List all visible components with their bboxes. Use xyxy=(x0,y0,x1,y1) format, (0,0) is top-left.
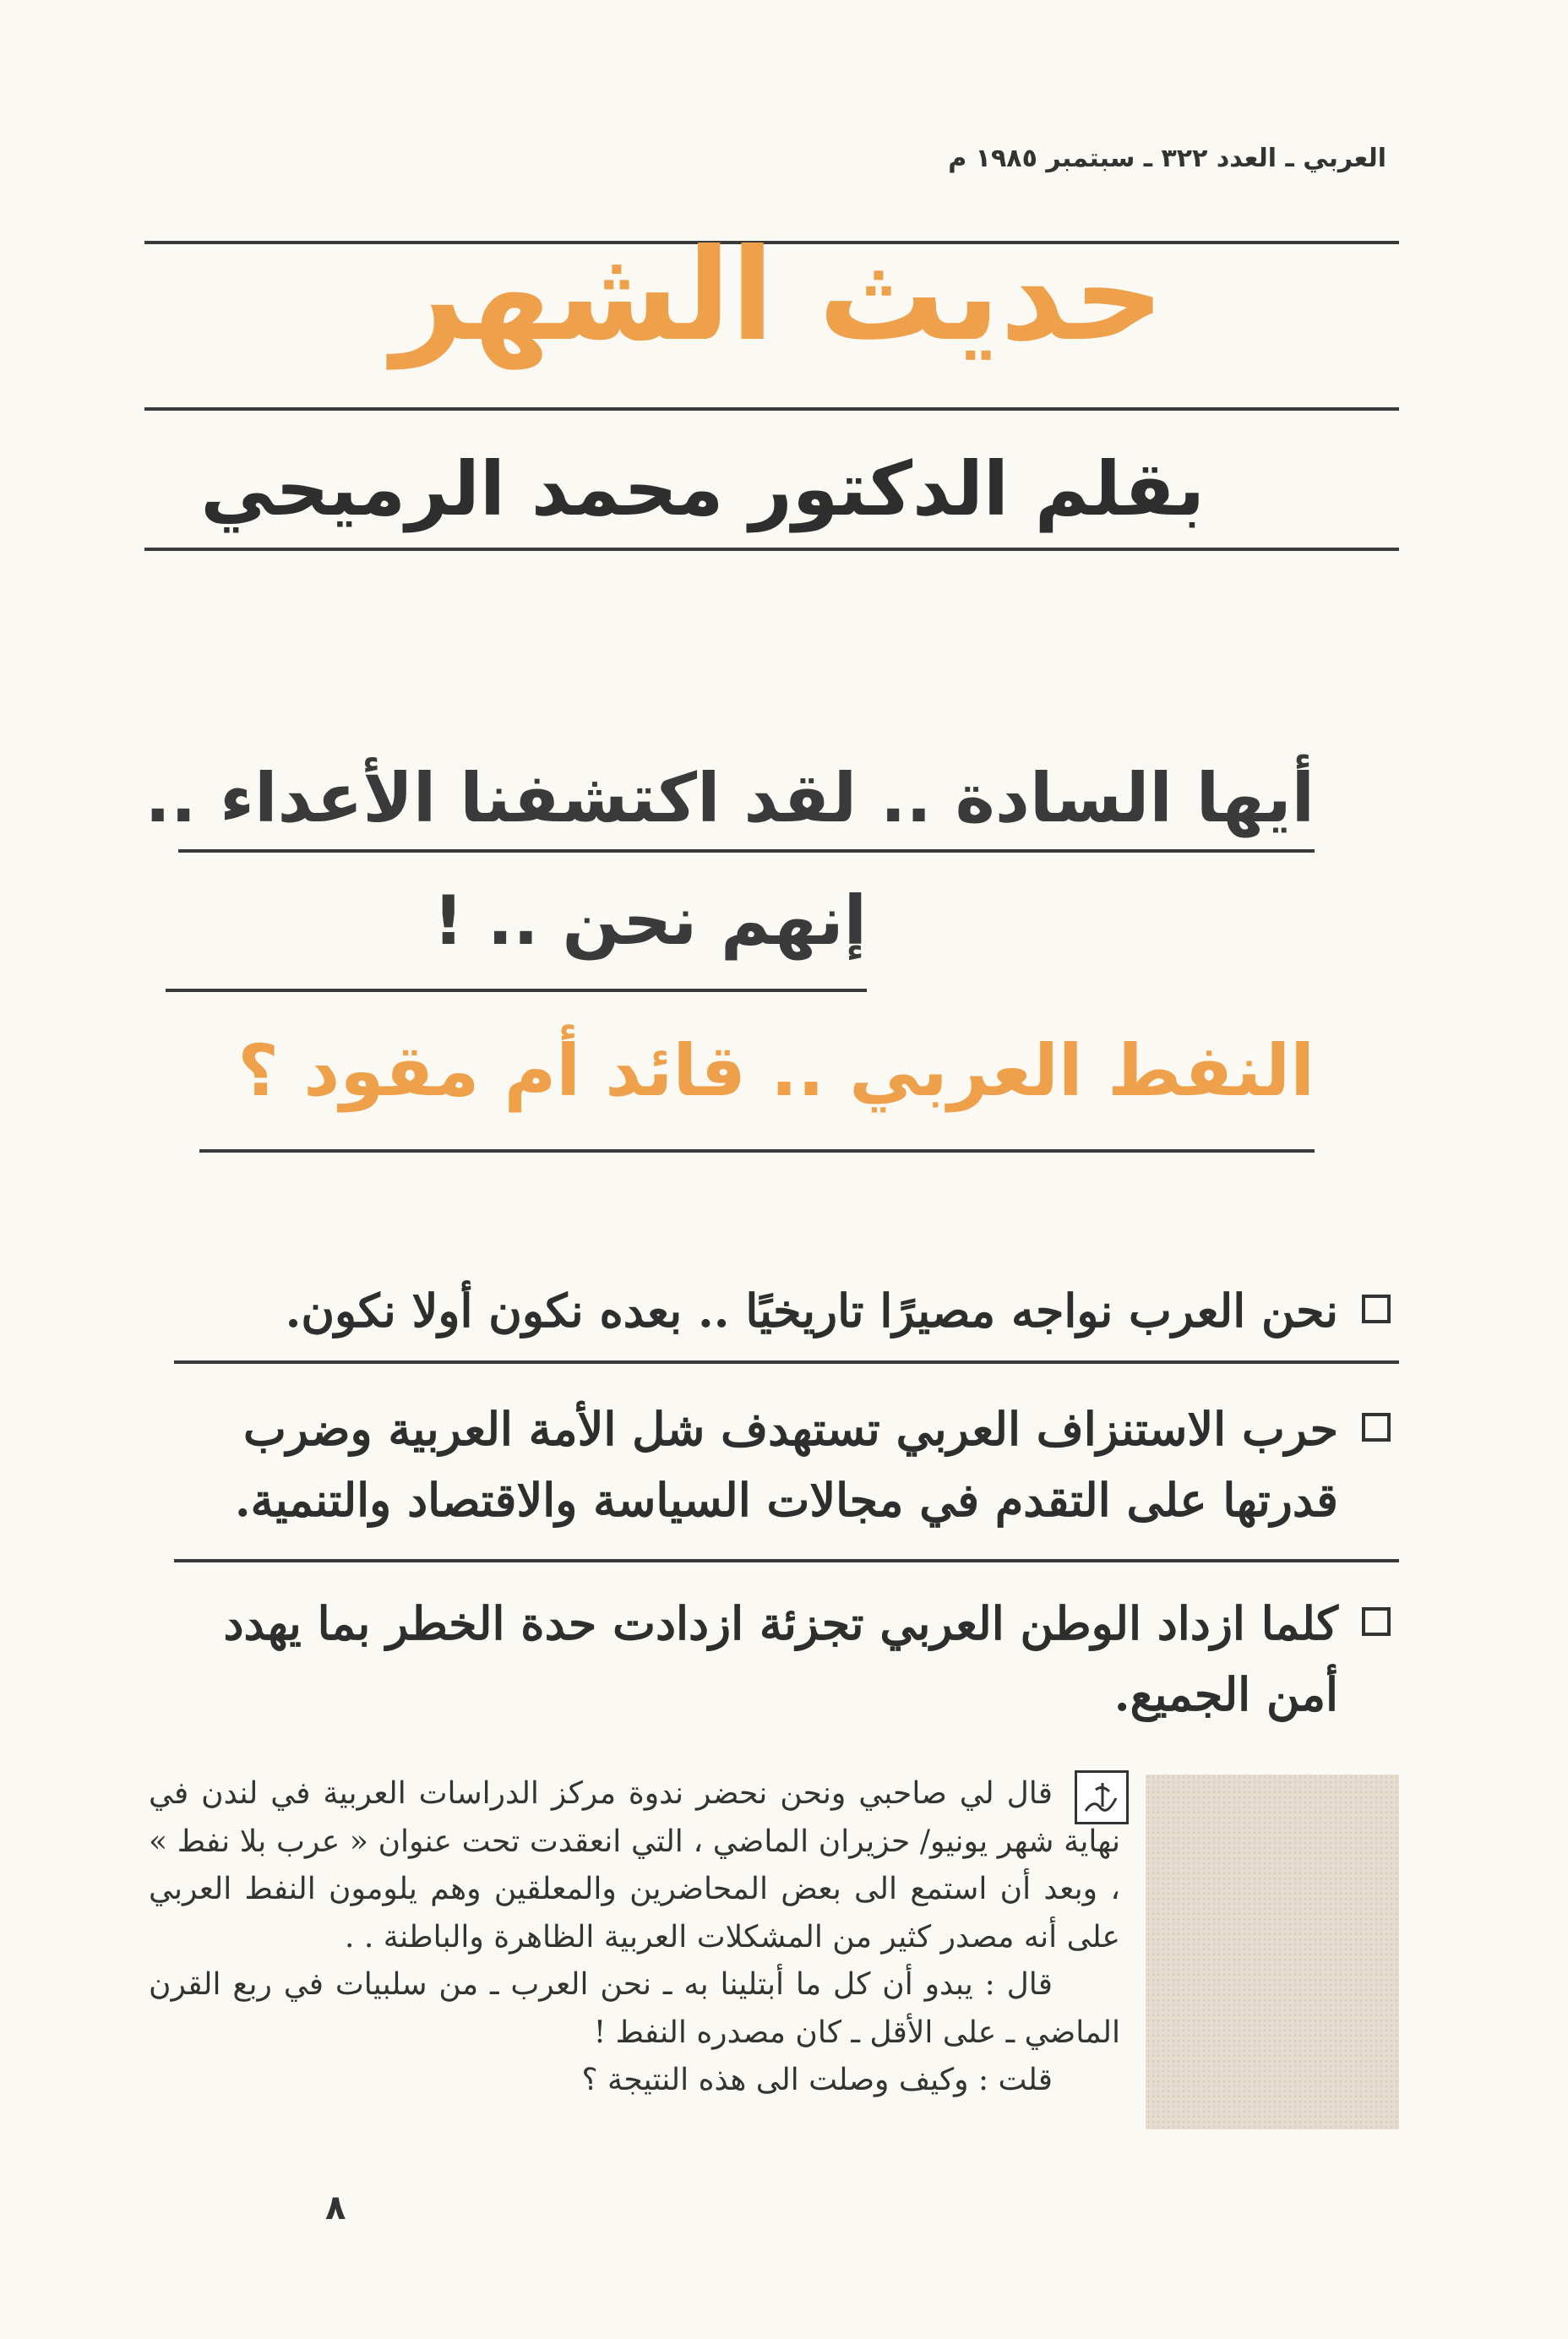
square-bullet-icon xyxy=(1362,1607,1391,1636)
bullet-text: كلما ازداد الوطن العربي تجزئة ازدادت حدة الخطر بما يهدد أمن الجميع. xyxy=(223,1596,1338,1721)
headline-2: إنهم نحن .. ! xyxy=(433,881,867,960)
body-paragraph-3: قلت : وكيف وصلت الى هذه النتيجة ؟ xyxy=(581,2063,1053,2098)
issue-line: العربي ـ العدد ٣٢٢ ـ سبتمبر ١٩٨٥ م xyxy=(948,144,1386,173)
square-bullet-icon xyxy=(1362,1295,1391,1323)
article-body xyxy=(149,1770,1120,2105)
bullet-item-3 xyxy=(174,1589,1391,1730)
headline-1: أيها السادة .. لقد اكتشفنا الأعداء .. xyxy=(144,759,1315,837)
headline-1-rule xyxy=(178,849,1315,853)
square-bullet-icon xyxy=(1362,1413,1391,1442)
bullet-divider-2 xyxy=(174,1559,1399,1562)
page-number: ٨ xyxy=(325,2189,346,2227)
title-bottom-rule xyxy=(144,407,1399,411)
section-title: حديث الشهر xyxy=(391,222,1165,369)
headline-3-rule xyxy=(199,1149,1315,1153)
headline-3: النفط العربي .. قائد أم مقود ؟ xyxy=(237,1029,1315,1112)
photo-placeholder xyxy=(1146,1775,1399,2129)
bullet-divider-1 xyxy=(174,1360,1399,1364)
calligraphy-ornament-icon xyxy=(1075,1770,1129,1824)
bullet-text: نحن العرب نواجه مصيرًا تاريخيًا .. بعده نكون أولا نكون. xyxy=(285,1284,1338,1338)
bullet-item-1 xyxy=(174,1276,1391,1347)
body-paragraph-2: قال : يبدو أن كل ما أبتلينا به ـ نحن العرب ـ من سلبيات في ربع القرن الماضي ـ على الأقل ـ كان مصدره النفط ! xyxy=(149,1967,1120,2050)
byline-rule xyxy=(144,548,1399,551)
body-paragraph-1: قال لي صاحبي ونحن نحضر ندوة مركز الدراسات العربية في لندن في نهاية شهر يونيو/ حزيران الماضي ، التي انعقدت تحت عنوان « عرب بلا نفط » ، وبعد أن استمع الى بعض المحاضرين والمعلقين وهم يلومون النفط العربي على أنه مصدر كثير من المشكلات العربية الظاهرة والباطنة . . xyxy=(149,1776,1120,1955)
headline-2-rule xyxy=(166,989,867,992)
author-byline: بقلم الدكتور محمد الرميحي xyxy=(200,445,1205,532)
bullet-item-2 xyxy=(174,1394,1391,1535)
bullet-text: حرب الاستنزاف العربي تستهدف شل الأمة العربية وضرب قدرتها على التقدم في مجالات السياسة والاقتصاد والتنمية. xyxy=(234,1402,1338,1527)
